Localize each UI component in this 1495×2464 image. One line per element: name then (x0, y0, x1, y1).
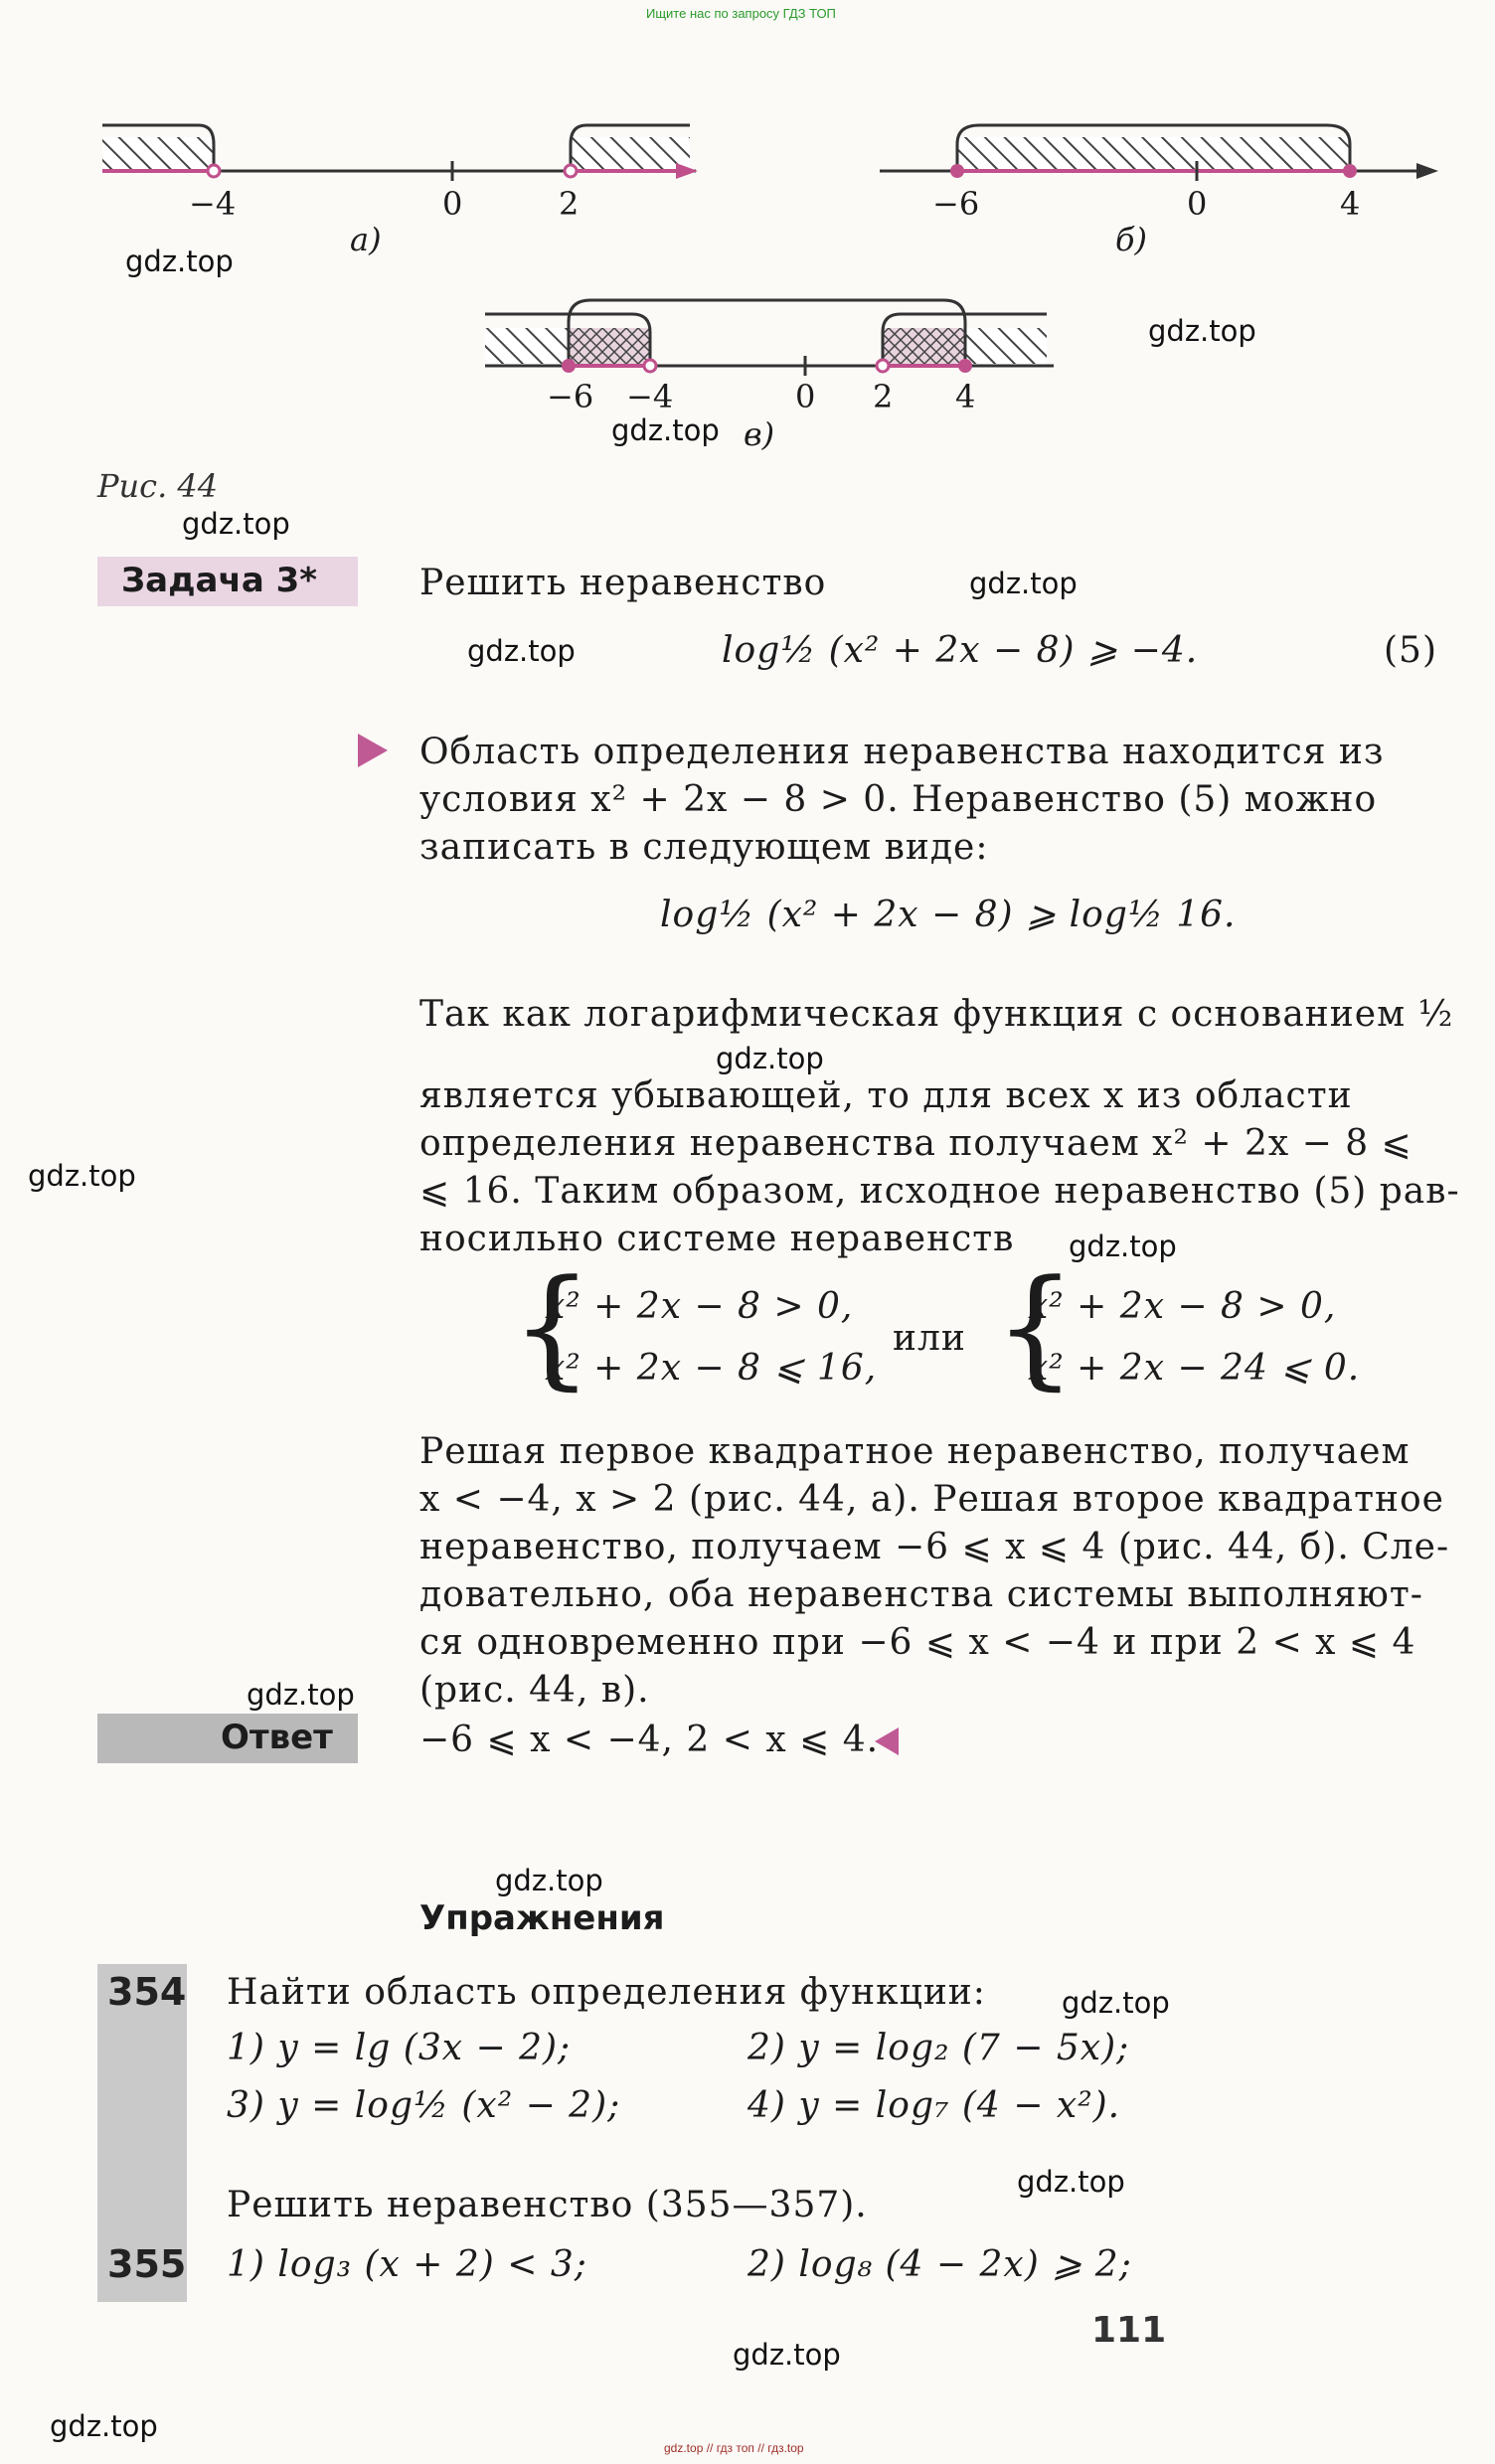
figure-caption: Рис. 44 (97, 467, 219, 505)
watermark: gdz.top (1062, 1986, 1170, 2020)
formula-2: log½ (x² + 2x − 8) ⩾ log½ 16. (660, 895, 1237, 935)
e354-item2: 2) y = log₂ (7 − 5x); (748, 2028, 1130, 2068)
footer-note: gdz.top // гдз топ // гдз.top (664, 2441, 804, 2455)
p2-line5: носильно системе неравенств (419, 1219, 1015, 1259)
number-line-b (880, 125, 1438, 181)
exercises-title: Упражнения (419, 1898, 665, 1938)
system-left-2: x² + 2x − 8 ⩽ 16, (545, 1348, 878, 1389)
tick-b-4: 4 (1340, 185, 1361, 223)
e354-text: Найти область определения функции: (227, 1972, 986, 2013)
watermark: gdz.top (125, 245, 234, 278)
watermark: gdz.top (50, 2409, 158, 2443)
tick-a-minus4: −4 (189, 185, 237, 223)
watermark: gdz.top (1148, 314, 1256, 348)
tick-b-0: 0 (1187, 185, 1208, 223)
e355-item1: 1) log₃ (x + 2) < 3; (227, 2244, 587, 2285)
e354-item4: 4) y = log₇ (4 − x²). (748, 2085, 1121, 2126)
watermark: gdz.top (1017, 2165, 1125, 2199)
p3-line1: Решая первое квадратное неравенство, получаем (419, 1431, 1411, 1472)
solution-start-icon (358, 734, 388, 767)
tick-a-0: 0 (442, 185, 463, 223)
figure-44 (0, 0, 1495, 467)
label-v: в) (744, 415, 775, 453)
p3-line6: (рис. 44, в). (419, 1670, 650, 1711)
p1-line2: условия x² + 2x − 8 > 0. Неравенство (5) можно (419, 779, 1378, 820)
p3-line4: довательно, оба неравенства системы выполняют- (419, 1574, 1423, 1615)
p2-line2: является убывающей, то для всех x из области (419, 1075, 1353, 1116)
e354-item3: 3) y = log½ (x² − 2); (227, 2085, 621, 2126)
number-line-v (485, 300, 1054, 376)
system-brace-right: { (994, 1251, 1077, 1402)
solution-end-icon (875, 1727, 899, 1755)
system-brace-left: { (511, 1251, 593, 1402)
e354-item1: 1) y = lg (3x − 2); (227, 2028, 572, 2068)
answer-text: −6 ⩽ x < −4, 2 < x ⩽ 4. (419, 1720, 880, 1760)
watermark: gdz.top (611, 413, 720, 447)
watermark: gdz.top (182, 507, 290, 541)
tick-a-2: 2 (559, 185, 580, 223)
p3-line3: неравенство, получаем −6 ⩽ x ⩽ 4 (рис. 44, б). Сле- (419, 1527, 1450, 1567)
tick-v-4: 4 (955, 378, 976, 415)
tick-v-2: 2 (873, 378, 894, 415)
watermark: gdz.top (733, 2338, 841, 2372)
tick-v-minus6: −6 (547, 378, 594, 415)
p3-line5: ся одновременно при −6 ⩽ x < −4 и при 2 < x ⩽ 4 (419, 1622, 1416, 1663)
watermark: gdz.top (467, 634, 576, 668)
p2-line4: ⩽ 16. Таким образом, исходное неравенство (5) рав- (419, 1171, 1460, 1212)
task-statement: Решить неравенство (419, 563, 827, 603)
task-inequality: log½ (x² + 2x − 8) ⩾ −4. (722, 630, 1199, 671)
exercise-group-text: Решить неравенство (355—357). (227, 2185, 868, 2225)
tick-v-minus4: −4 (626, 378, 674, 415)
tick-b-minus6: −6 (932, 185, 980, 223)
watermark: gdz.top (1069, 1230, 1177, 1263)
watermark: gdz.top (716, 1042, 824, 1075)
p1-line3: записать в следующем виде: (419, 827, 989, 868)
watermark: gdz.top (247, 1678, 355, 1712)
tick-v-0: 0 (795, 378, 816, 415)
task-title: Задача 3* (121, 561, 318, 600)
p2-line3: определения неравенства получаем x² + 2x − 8 ⩽ (419, 1123, 1412, 1164)
system-or: или (893, 1318, 966, 1359)
label-a: а) (350, 221, 382, 258)
system-left-1: x² + 2x − 8 > 0, (545, 1286, 854, 1327)
number-line-a (102, 125, 698, 181)
system-right-2: x² + 2x − 24 ⩽ 0. (1028, 1348, 1361, 1389)
p1-line1: Область определения неравенства находится из (419, 732, 1385, 772)
page-number: 111 (1091, 2310, 1167, 2351)
exercise-number-354: 354 (107, 1970, 187, 2014)
label-b: б) (1115, 221, 1148, 258)
header-note: Ищите нас по запросу ГДЗ ТОП (646, 6, 836, 21)
watermark: gdz.top (28, 1159, 136, 1193)
e355-item2: 2) log₈ (4 − 2x) ⩾ 2; (748, 2244, 1132, 2285)
watermark: gdz.top (495, 1864, 603, 1897)
system-right-1: x² + 2x − 8 > 0, (1028, 1286, 1337, 1327)
p2-line1: Так как логарифмическая функция с основанием ½ (419, 994, 1454, 1035)
answer-label: Ответ (221, 1718, 333, 1757)
p3-line2: x < −4, x > 2 (рис. 44, а). Решая второе квадратное (419, 1479, 1444, 1520)
eq-number: (5) (1384, 630, 1437, 671)
exercise-number-355: 355 (107, 2242, 187, 2286)
watermark: gdz.top (969, 567, 1078, 600)
